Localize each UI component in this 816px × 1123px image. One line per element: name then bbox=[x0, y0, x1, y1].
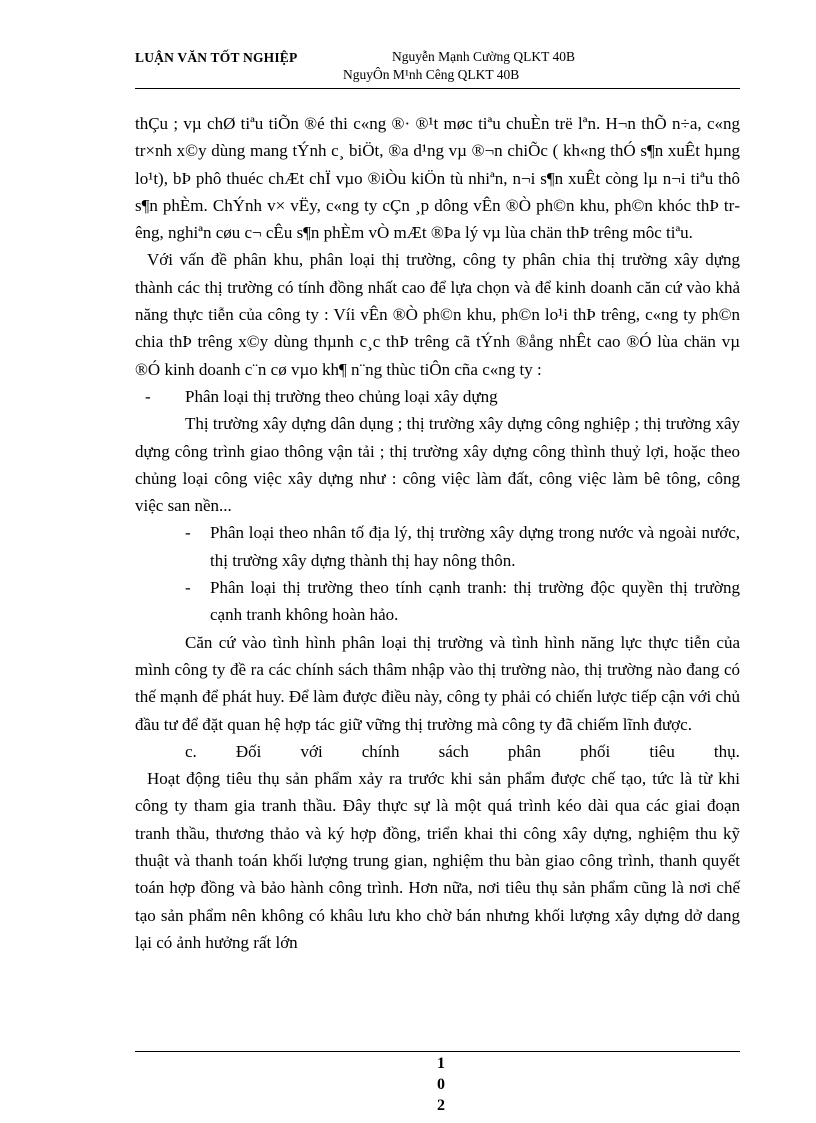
section-heading bbox=[135, 738, 740, 765]
heading-word: tiêu bbox=[649, 741, 675, 761]
paragraph-2: Với vấn đề phân khu, phân loại thị trường, công ty phân chia thị trường xây dựng thành các thị trường có tính đồng nhất cao để lựa chọn và để kinh doanh căn cứ vào khả năng thực tiễn của công ty : Víi vÊn ®Ò ph©n khu, ph©n lo¹i thÞ trêng, c«ng ty ph©n chia thÞ trêng x©y dùng thµnh c¸c thÞ trêng cã tÝnh ®ång nhÊt cao ®Ó lùa chän vµ ®Ó kinh doanh c¨n cø vµo kh¶ n¨ng thùc tiÔn cña c«ng ty : bbox=[135, 250, 740, 379]
heading-word: Đối bbox=[235, 741, 262, 761]
page-number bbox=[426, 1053, 456, 1116]
bullet-item-1-text: Phân loại thị trường theo chủng loại xây dựng bbox=[185, 386, 498, 406]
header-thesis-label: LUẬN VĂN TỐT NGHIỆP bbox=[135, 50, 298, 65]
paragraph-5: Hoạt động tiêu thụ sản phẩm xảy ra trước khi sản phẩm được chế tạo, tức là từ khi công ty tham gia tranh thầu. Đây thực sự là một quá trình kéo dài qua các giai đoạn tranh thầu, thương thảo và ký hợp đồng, triển khai thi công xây dựng, nghiệm thu kỹ thuật và thanh toán khối lượng trung gian, nghiệm thu bàn giao công trình, thanh quyết toán hợp đồng và bảo hành công trình. Hơn nữa, nơi tiêu thụ sản phẩm cũng là nơi chế tạo sản phẩm nên không có khâu lưu kho chờ bán nhưng khối lượng xây dựng dở dang lại có ảnh hưởng rất lớn bbox=[135, 769, 740, 952]
header-divider bbox=[135, 88, 740, 89]
heading-word: c. bbox=[185, 741, 197, 761]
heading-word: chính bbox=[361, 741, 400, 761]
header-author-line-1: Nguyễn Mạnh Cường QLKT 40B bbox=[392, 49, 575, 64]
document-body bbox=[135, 110, 740, 956]
heading-word: sách bbox=[438, 741, 469, 761]
footer-divider bbox=[135, 1051, 740, 1052]
page-number-digit: 2 bbox=[437, 1097, 445, 1114]
bullet-item-3 bbox=[135, 574, 740, 629]
page-number-digit: 0 bbox=[437, 1076, 445, 1093]
bullet-item-2-text: Phân loại theo nhân tố địa lý, thị trường xây dựng trong nước và ngoài nước, thị trường xây dựng thành thị hay nông thôn. bbox=[210, 523, 740, 570]
bullet-item-1 bbox=[135, 383, 740, 410]
paragraph-1: thÇu ; vµ chØ tiªu tiÕn ®é thi c«ng ®· ®¹t møc tiªu chuÈn trë lªn. H¬n thÕ n÷a, c«ng tr×nh x©y dùng mang tÝnh c¸ biÖt, ®a d¹ng vµ ®¬n chiÕc ( kh«ng thÓ s¶n xuÊt hµng lo¹t), bÞ phô thuéc chÆt chÏ vµo ®iÒu kiÖn tù nhiªn, n¬i s¶n xuÊt còng lµ n¬i tiªu thô s¶n phÈm. ChÝnh v× vËy, c«ng ty cÇn ¸p dông vÊn ®Ò ph©n khu, ph©n khóc thÞ trêng, nghiªn cøu c¬ cÊu s¶n phÈm vÒ mÆt ®Þa lý vµ lùa chän thÞ trêng môc tiªu. bbox=[135, 114, 740, 243]
heading-word: phối bbox=[580, 741, 611, 761]
page-header bbox=[135, 48, 740, 88]
bullet-dash: - bbox=[185, 578, 191, 598]
bullet-item-2 bbox=[135, 519, 740, 574]
bullet-dash: - bbox=[145, 386, 151, 406]
paragraph-3: Thị trường xây dựng dân dụng ; thị trường xây dựng công nghiệp ; thị trường xây dựng công trình giao thông vận tải ; thị trường xây dựng công thình thuỷ lợi, hoặc theo chủng loại công việc xây dựng như : công việc làm đất, công việc làm bê tông, công việc san nền... bbox=[135, 414, 740, 516]
paragraph-4: Căn cứ vào tình hình phân loại thị trường và tình hình năng lực thực tiễn của mình công ty đề ra các chính sách thâm nhập vào thị trường nào, thị trường nào đang có thế mạnh để phát huy. Để làm được điều này, công ty phải có chiến lược tiếp cận với chủ đầu tư để đặt quan hệ hợp tác giữ vững thị trường mà công ty đã chiếm lĩnh được. bbox=[135, 632, 740, 734]
header-author-line-2: NguyÔn M¹nh Cêng QLKT 40B bbox=[343, 67, 520, 82]
heading-word: phân bbox=[507, 741, 541, 761]
page-number-digit: 1 bbox=[437, 1055, 445, 1072]
heading-word: thụ. bbox=[713, 741, 740, 761]
heading-word: với bbox=[300, 741, 323, 761]
bullet-item-3-text: Phân loại thị trường theo tính cạnh tranh: thị trường độc quyền thị trường cạnh tranh không hoàn hảo. bbox=[210, 578, 740, 625]
bullet-dash: - bbox=[185, 523, 191, 543]
